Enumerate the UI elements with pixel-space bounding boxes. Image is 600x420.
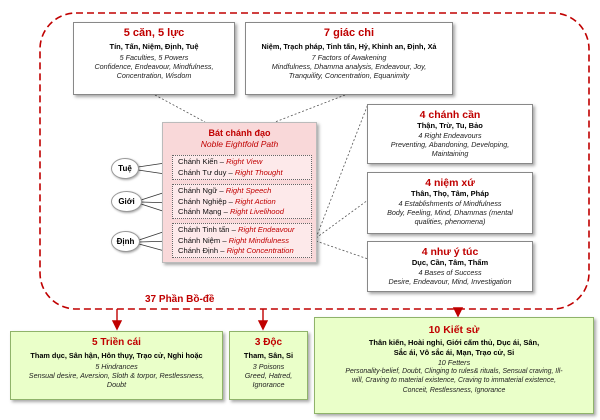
mindfulness-establishments-english-line-2: qualities, phenomena) (414, 217, 486, 227)
path-item: Chánh Tư duy – Right Thought (178, 167, 283, 177)
oval-gioi: Giới (111, 191, 142, 212)
fetters-english-line-2: will, Craving to material existence, Craving to immaterial existence, (351, 377, 557, 385)
right-endeavours-english-line-2: Maintaining (431, 149, 469, 159)
right-endeavours-box (367, 104, 533, 164)
right-endeavours-title: 4 chánh cần (419, 109, 481, 121)
gioi-list (172, 184, 312, 219)
path-item: Chánh Ngữ – Right Speech (178, 186, 272, 195)
right-endeavours-viet: Thận, Trừ, Tu, Bảo (417, 121, 483, 130)
connector-top-left (155, 95, 205, 122)
fetters-box (314, 317, 594, 414)
faculties-powers-english-line-1: Confidence, Endeavour, Mindfulness, (94, 62, 214, 72)
mindfulness-establishments-english-line-1: Body, Feeling, Mind, Dhammas (mental (387, 208, 513, 218)
eightfold-path-title: Bát chánh đạo (208, 128, 271, 138)
fetters-viet-line-2: Sắc ái, Vô sắc ái, Mạn, Trạo cử, Si (393, 348, 515, 357)
hindrances-viet: Tham dục, Sân hận, Hôn thụy, Trạo cử, Nghi hoặc (30, 351, 203, 360)
hindrances-english-title: 5 Hindrances (95, 362, 138, 371)
poisons-box (229, 331, 308, 400)
connector-right-3 (316, 241, 368, 259)
connector-top-right (275, 95, 345, 122)
path-item: Chánh Niệm – Right Mindfulness (178, 235, 290, 245)
bodhi-factors-label: 37 Phần Bồ-đề (145, 294, 215, 305)
path-item: Chánh Nghiệp – Right Action (178, 196, 276, 206)
hindrances-english-line-2: Doubt (106, 380, 127, 390)
path-item: Chánh Định – Right Concentration (178, 246, 294, 256)
poisons-viet: Tham, Sân, Si (243, 351, 294, 360)
fetters-title: 10 Kiết sử (428, 324, 480, 336)
fetters-english-line-3: Conceit, Restlessness, Ignorance (402, 386, 506, 394)
faculties-powers-english-line-2: Concentration, Wisdom (116, 71, 192, 81)
fetters-english-line-1: Personality-belief, Doubt, Clinging to rules& rituals, Sensual craving, Ill- (345, 368, 563, 376)
poisons-title: 3 Độc (254, 337, 283, 348)
path-item: Chánh Kiến – Right View (178, 157, 263, 166)
faculties-powers-english-title: 5 Faculties, 5 Powers (119, 53, 189, 62)
fetters-english-title: 10 Fetters (437, 358, 471, 367)
path-item: Chánh Mạng – Right Livelihood (178, 207, 284, 217)
oval-dinh: Định (111, 231, 140, 252)
arrow-head-fetters (454, 308, 462, 316)
bases-success-box (367, 241, 533, 292)
connector-right-1 (316, 104, 368, 238)
hindrances-title: 5 Triền cái (92, 337, 141, 348)
path-item: Chánh Tinh tấn – Right Endeavour (178, 225, 295, 234)
faculties-powers-viet: Tín, Tấn, Niệm, Định, Tuệ (109, 42, 199, 51)
awakening-factors-english-line-1: Mindfulness, Dhamma analysis, Endeavour, Joy, (271, 62, 427, 72)
bases-success-english-title: 4 Bases of Success (418, 268, 482, 277)
bases-success-title: 4 như ý túc (421, 246, 479, 258)
faculties-powers-title: 5 căn, 5 lực (123, 27, 185, 39)
oval-tue: Tuệ (111, 158, 139, 179)
mindfulness-establishments-title: 4 niệm xứ (425, 177, 475, 189)
awakening-factors-english-title: 7 Factors of Awakening (311, 53, 387, 62)
poisons-english-line-1: Greed, Hatred, Ignorance (244, 371, 293, 390)
eightfold-path-subtitle: Noble Eightfold Path (200, 139, 279, 149)
awakening-factors-title: 7 giác chi (323, 27, 375, 39)
right-endeavours-english-line-1: Preventing, Abandoning, Developing, (390, 140, 510, 150)
mindfulness-establishments-box (367, 172, 533, 234)
hindrances-box (10, 331, 223, 400)
tue-list (172, 155, 312, 180)
mindfulness-establishments-english-title: 4 Establishments of Mindfulness (398, 199, 502, 208)
arrow-head-hindrances (113, 321, 121, 329)
dinh-list (172, 223, 312, 258)
bases-success-viet: Dục, Cần, Tâm, Thẩm (411, 258, 489, 267)
awakening-factors-viet: Niệm, Trạch pháp, Tinh tấn, Hỷ, Khinh an, Định, Xả (261, 42, 437, 51)
fetters-viet-line-1: Thân kiến, Hoài nghi, Giới cấm thủ, Dục ái, Sân, (368, 338, 540, 347)
right-endeavours-english-title: 4 Right Endeavours (418, 131, 482, 140)
hindrances-english-line-1: Sensual desire, Aversion, Sloth & torpor, Restlessness, (28, 371, 205, 381)
awakening-factors-box (245, 22, 453, 95)
awakening-factors-english-line-2: Tranquility, Concentration, Equanimity (288, 71, 410, 81)
bases-success-english-line-1: Desire, Endeavour, Mind, Investigation (388, 277, 512, 287)
poisons-english-title: 3 Poisons (252, 362, 285, 371)
arrow-head-poisons (259, 321, 267, 329)
mindfulness-establishments-viet: Thân, Thọ, Tâm, Pháp (411, 189, 489, 198)
faculties-powers-box (73, 22, 235, 95)
